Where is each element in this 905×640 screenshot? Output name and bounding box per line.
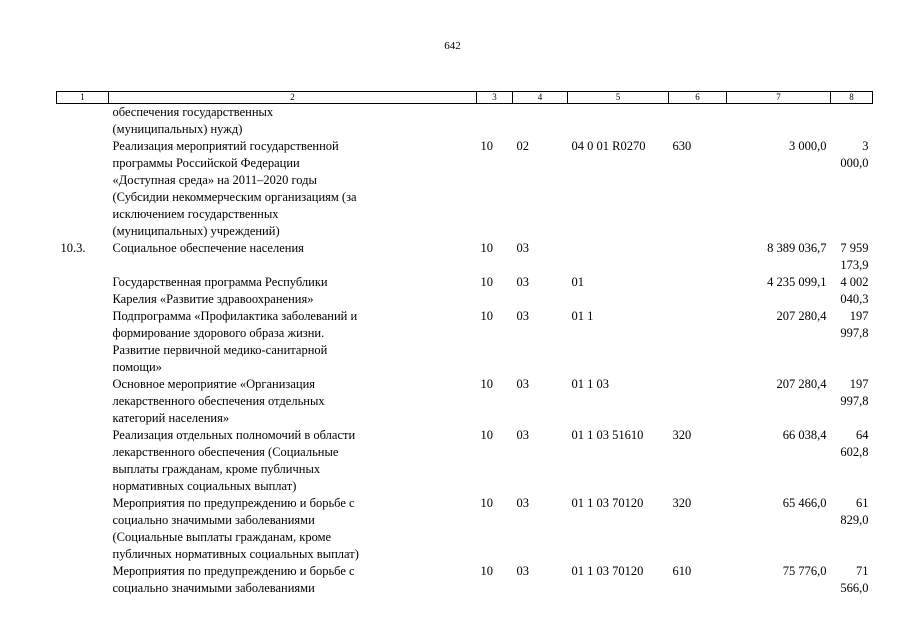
row-name: Мероприятия по предупреждению и борьбе с социально значимыми заболеваниями — [112, 564, 355, 595]
row-amount-1: 66 038,4 — [782, 428, 827, 442]
row-subsection: 03 — [516, 275, 529, 289]
row-target-article: 01 1 03 51610 — [571, 428, 644, 442]
row-subsection: 03 — [516, 377, 529, 391]
row-amount-2 — [831, 104, 873, 139]
row-target-article: 01 1 — [571, 309, 594, 323]
row-number — [57, 495, 109, 563]
row-section: 10 — [480, 496, 493, 510]
row-number — [57, 427, 109, 495]
row-target-article — [568, 104, 669, 139]
row-expense-type — [669, 376, 727, 427]
row-section: 10 — [480, 309, 493, 323]
row-target-article: 04 0 01 R0270 — [571, 139, 646, 153]
row-target-article: 01 — [571, 275, 584, 289]
row-section: 10 — [480, 564, 493, 578]
row-expense-type — [669, 308, 727, 376]
row-number: 10.3. — [60, 241, 86, 255]
row-subsection: 03 — [516, 241, 529, 255]
table-row — [57, 376, 873, 427]
row-amount-2: 3 000,0 — [840, 139, 869, 170]
table-row — [57, 563, 873, 597]
row-amount-2: 197 997,8 — [840, 309, 869, 340]
row-amount-1: 207 280,4 — [776, 377, 827, 391]
row-amount-2: 64 602,8 — [840, 428, 869, 459]
row-section: 10 — [480, 428, 493, 442]
row-expense-type — [669, 104, 727, 139]
row-subsection — [513, 104, 568, 139]
row-subsection: 03 — [516, 496, 529, 510]
header-col-5: 5 — [568, 92, 669, 104]
table-header — [57, 92, 873, 104]
header-col-4: 4 — [513, 92, 568, 104]
header-col-8: 8 — [831, 92, 873, 104]
row-name: Государственная программа Республики Карелия «Развитие здравоохранения» — [112, 275, 328, 306]
table-row — [57, 104, 873, 139]
row-section: 10 — [480, 377, 493, 391]
header-col-3: 3 — [477, 92, 513, 104]
row-target-article: 01 1 03 70120 — [571, 496, 644, 510]
row-expense-type: 630 — [672, 139, 692, 153]
table-row — [57, 274, 873, 308]
table-row — [57, 427, 873, 495]
row-number — [57, 563, 109, 597]
row-section: 10 — [480, 241, 493, 255]
row-amount-1: 207 280,4 — [776, 309, 827, 323]
row-name: Реализация мероприятий государственной программы Российской Федерации «Доступная среда» на 2011–2020 годы (Субсидии некоммерческим организациям (за исключением государственных (муниципальных) учреждений) — [112, 139, 357, 238]
row-subsection: 03 — [516, 428, 529, 442]
row-section: 10 — [480, 275, 493, 289]
table-row — [57, 240, 873, 274]
row-name: Реализация отдельных полномочий в области лекарственного обеспечения (Социальные выплаты гражданам, кроме публичных нормативных социальных выплат) — [112, 428, 356, 493]
row-amount-2: 197 997,8 — [840, 377, 869, 408]
row-amount-1: 75 776,0 — [782, 564, 827, 578]
header-col-2: 2 — [109, 92, 477, 104]
row-expense-type: 320 — [672, 428, 692, 442]
row-name: Основное мероприятие «Организация лекарственного обеспечения отдельных категорий населения» — [112, 377, 325, 425]
row-target-article — [568, 240, 669, 274]
row-amount-1: 8 389 036,7 — [767, 241, 827, 255]
row-target-article: 01 1 03 — [571, 377, 609, 391]
row-number — [57, 104, 109, 139]
row-number — [57, 308, 109, 376]
page-number: 642 — [444, 40, 461, 52]
header-col-1: 1 — [57, 92, 109, 104]
row-number — [57, 138, 109, 240]
row-expense-type: 610 — [672, 564, 692, 578]
row-target-article: 01 1 03 70120 — [571, 564, 644, 578]
table-row — [57, 495, 873, 563]
row-name: Мероприятия по предупреждению и борьбе с социально значимыми заболеваниями (Социальные выплаты гражданам, кроме публичных нормативных социальных выплат) — [112, 496, 359, 561]
row-amount-1: 4 235 099,1 — [767, 275, 827, 289]
table-row — [57, 308, 873, 376]
row-amount-1 — [727, 104, 831, 139]
row-subsection: 03 — [516, 564, 529, 578]
row-amount-2: 7 959 173,9 — [840, 241, 869, 272]
row-subsection: 03 — [516, 309, 529, 323]
row-name: Подпрограмма «Профилактика заболеваний и формирование здорового образа жизни. Развитие первичной медико-санитарной помощи» — [112, 309, 358, 374]
row-amount-2: 61 829,0 — [840, 496, 869, 527]
header-col-6: 6 — [669, 92, 727, 104]
row-amount-2: 4 002 040,3 — [840, 275, 869, 306]
row-expense-type — [669, 240, 727, 274]
row-amount-1: 65 466,0 — [782, 496, 827, 510]
row-section: 10 — [480, 139, 493, 153]
table-body — [57, 104, 873, 598]
header-row — [57, 92, 873, 104]
row-expense-type — [669, 274, 727, 308]
budget-table — [56, 91, 873, 597]
row-amount-1: 3 000,0 — [789, 139, 827, 153]
row-name: Социальное обеспечение населения — [112, 241, 304, 255]
row-amount-2: 71 566,0 — [840, 564, 869, 595]
header-col-7: 7 — [727, 92, 831, 104]
row-section — [477, 104, 513, 139]
row-expense-type: 320 — [672, 496, 692, 510]
row-subsection: 02 — [516, 139, 529, 153]
row-number — [57, 376, 109, 427]
table-row — [57, 138, 873, 240]
row-number — [57, 274, 109, 308]
row-name: обеспечения государственных (муниципальных) нужд) — [112, 105, 274, 136]
